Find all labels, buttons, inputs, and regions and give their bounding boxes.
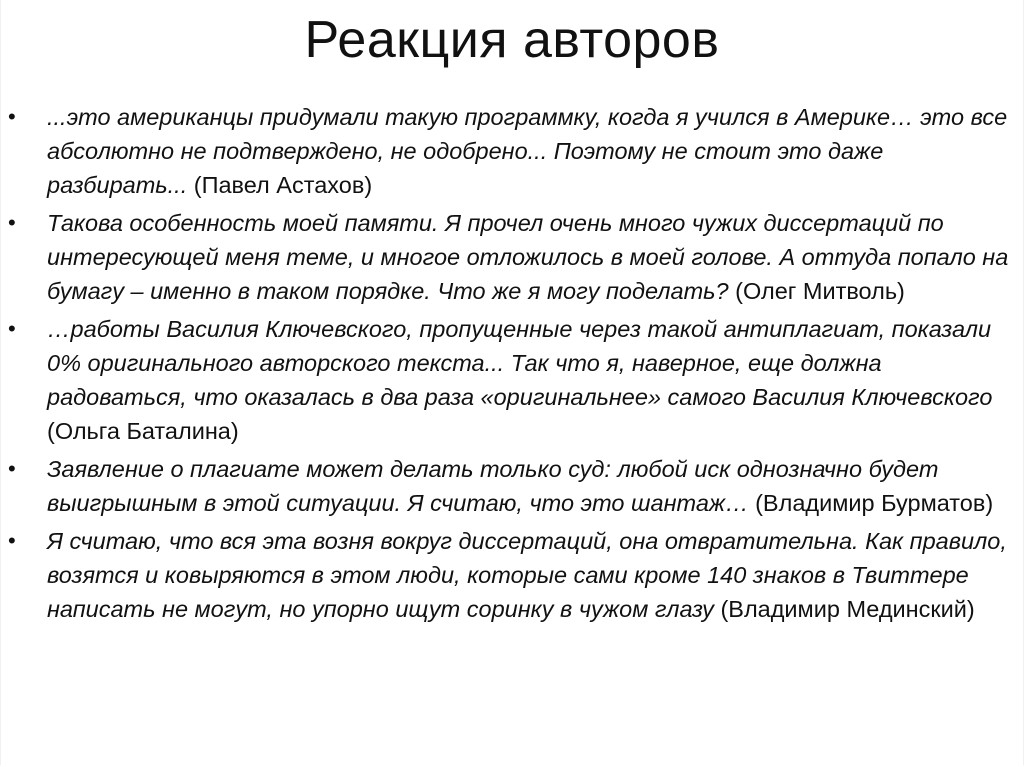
bullet-icon: •	[8, 316, 16, 341]
quote-author: (Владимир Бурматов)	[755, 490, 994, 516]
slide-title: Реакция авторов	[304, 11, 720, 69]
bullet-icon: •	[8, 456, 16, 481]
bullet-item-batalina	[1, 312, 1024, 448]
bullet-icon: •	[8, 210, 16, 235]
bullet-item-mitvol	[1, 206, 1024, 308]
bullet-item-medinsky	[1, 524, 1024, 626]
bullet-icon: •	[8, 528, 16, 553]
bullet-item-astakhov	[1, 100, 1024, 202]
quote-author: (Владимир Мединский)	[720, 596, 975, 622]
quote-text: Я считаю, что вся эта возня вокруг диссертаций, она отвратительна. Как правило, возятся и ковыряются в этом люди, которые сами кроме 140 знаков в Твиттере написать не могут, но упорно ищут соринку в чужом глазу	[47, 528, 1007, 622]
quote-text: Такова особенность моей памяти. Я прочел очень много чужих диссертаций по интересующей меня теме, и многое отложилось в моей голове. А оттуда попало на бумагу – именно в таком порядке. Что же я могу поделать?	[47, 210, 1009, 304]
quote-author: (Павел Астахов)	[193, 172, 373, 198]
quote-author: (Ольга Баталина)	[47, 418, 239, 444]
bullet-list	[1, 100, 1024, 630]
quote-text: Заявление о плагиате может делать только суд: любой иск однозначно будет выигрышным в этой ситуации. Я считаю, что это шантаж…	[47, 456, 939, 516]
quote-text: ...это американцы придумали такую программку, когда я учился в Америке… это все абсолютно не подтверждено, не одобрено... Поэтому не стоит это даже разбирать...	[47, 104, 1008, 198]
bullet-item-burmatov	[1, 452, 1024, 520]
quote-text: …работы Василия Ключевского, пропущенные через такой антиплагиат, показали 0% оригинального авторского текста... Так что я, наверное, еще должна радоваться, что оказалась в два раза «оригинальнее» самого Василия Ключевского	[47, 316, 993, 410]
quote-author: (Олег Митволь)	[735, 278, 905, 304]
bullet-icon: •	[8, 104, 16, 129]
